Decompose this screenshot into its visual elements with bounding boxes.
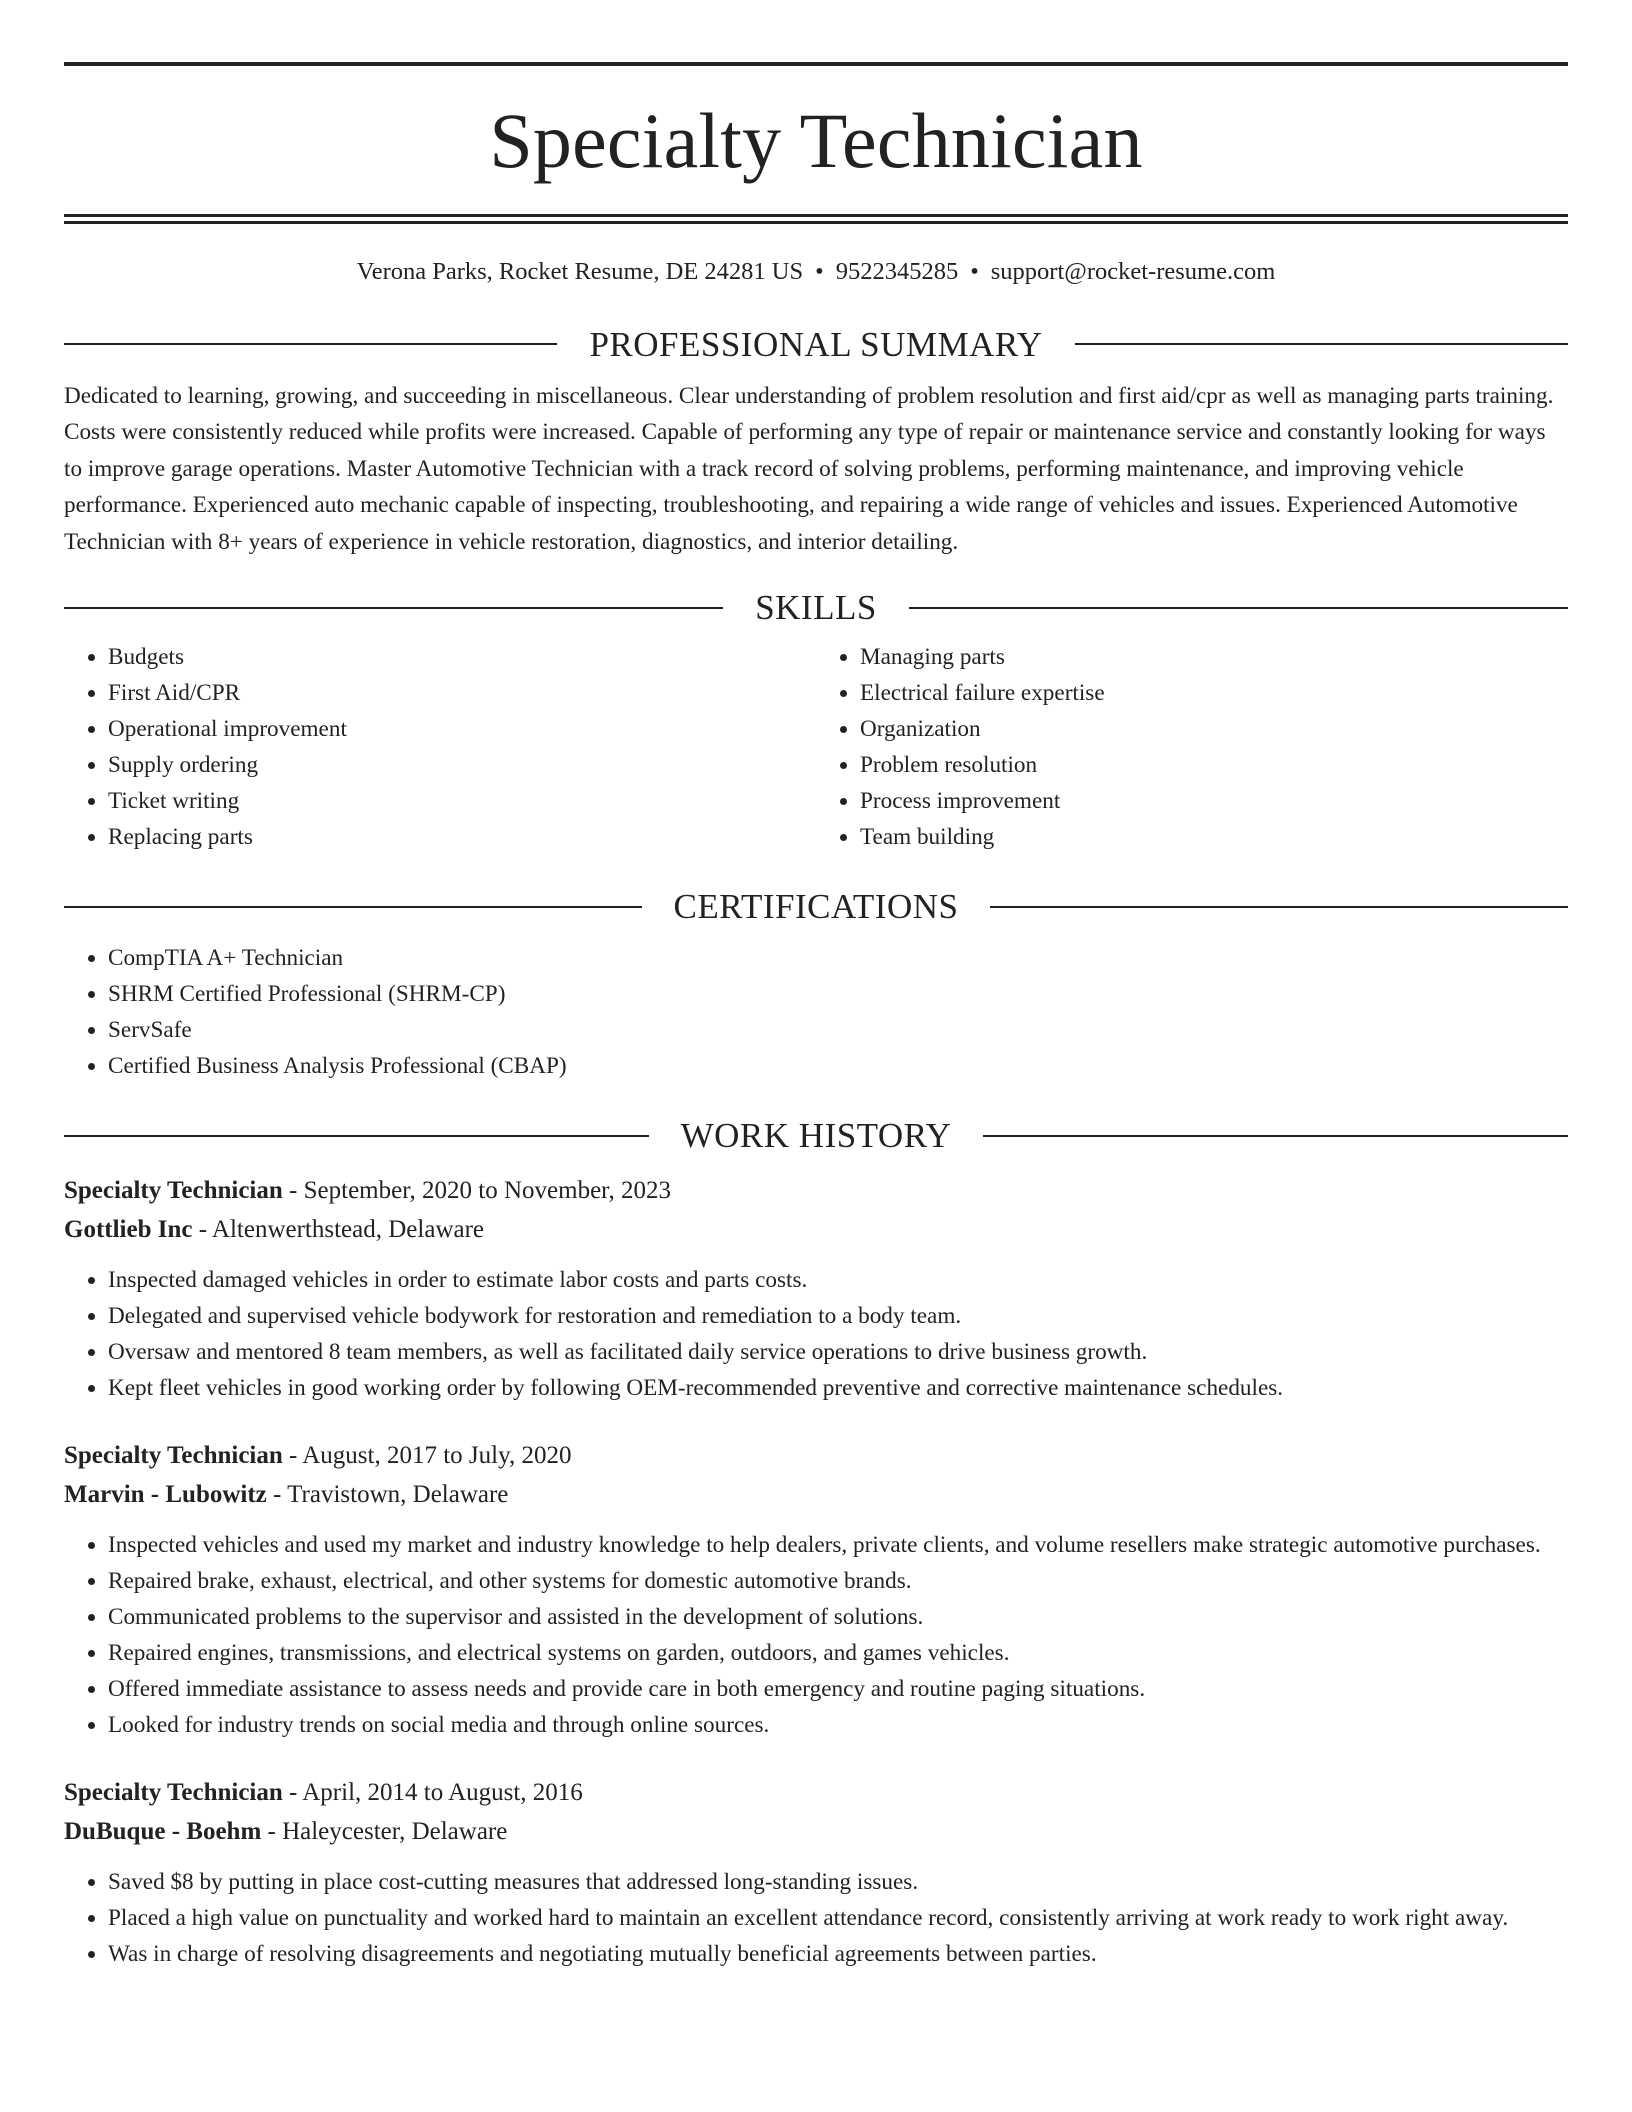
skills-column-left (64, 639, 816, 855)
job-bullet: • Saved $8 by putting in place cost-cutting measures that addressed long-standing issues. (108, 1864, 1568, 1900)
job-company-line (64, 1475, 1568, 1514)
job-entry (64, 1436, 1568, 1743)
job-company-line (64, 1812, 1568, 1851)
skill-item: • Managing parts (860, 639, 1568, 675)
job-title-line (64, 1773, 1568, 1812)
skill-item: • Supply ordering (108, 747, 816, 783)
divider-line (64, 607, 723, 609)
work-history-section-heading (64, 1118, 1568, 1153)
certifications-list (64, 940, 1568, 1084)
job-entry (64, 1773, 1568, 1972)
certification-item: • CompTIA A+ Technician (108, 940, 1568, 976)
job-title-line (64, 1436, 1568, 1475)
skills-column-right (816, 639, 1568, 855)
job-dates: - April, 2014 to August, 2016 (282, 1779, 583, 1806)
job-title: Specialty Technician (64, 1779, 283, 1806)
skill-item: • Ticket writing (108, 783, 816, 819)
job-bullet: • Repaired brake, exhaust, electrical, and other systems for domestic automotive brands. (108, 1563, 1568, 1599)
job-bullet: • Communicated problems to the supervisor and assisted in the development of solutions. (108, 1599, 1568, 1635)
summary-heading: PROFESSIONAL SUMMARY (589, 324, 1043, 364)
job-bullet: • Kept fleet vehicles in good working order by following OEM-recommended preventive and corrective maintenance schedules. (108, 1370, 1568, 1406)
job-location: - Altenwerthstead, Delaware (192, 1216, 485, 1243)
job-bullets (64, 1262, 1568, 1406)
job-entry (64, 1171, 1568, 1406)
divider-line (64, 906, 642, 908)
job-location: - Haleycester, Delaware (261, 1818, 508, 1845)
certification-item: • Certified Business Analysis Professional (CBAP) (108, 1048, 1568, 1084)
divider-line (1075, 343, 1568, 345)
divider-line (64, 1135, 649, 1137)
skill-item: • Organization (860, 711, 1568, 747)
job-bullet: • Looked for industry trends on social media and through online sources. (108, 1707, 1568, 1743)
job-company: DuBuque - Boehm (64, 1818, 262, 1845)
resume-title: Specialty Technician (489, 97, 1143, 184)
job-bullet: • Inspected damaged vehicles in order to estimate labor costs and parts costs. (108, 1262, 1568, 1298)
divider-line (990, 906, 1568, 908)
contact-separator: • (815, 258, 824, 285)
certifications-heading: CERTIFICATIONS (673, 887, 959, 926)
job-bullets (64, 1527, 1568, 1743)
contact-separator: • (970, 258, 979, 285)
title-double-rule (64, 214, 1568, 224)
divider-line (983, 1135, 1568, 1137)
job-title: Specialty Technician (64, 1177, 283, 1204)
contact-address: Verona Parks, Rocket Resume, DE 24281 US (356, 258, 804, 285)
summary-section-heading (64, 324, 1568, 364)
job-dates: - September, 2020 to November, 2023 (282, 1177, 671, 1204)
job-title: Specialty Technician (64, 1442, 283, 1469)
job-bullets (64, 1864, 1568, 1972)
divider-line (64, 343, 557, 345)
skill-item: • Process improvement (860, 783, 1568, 819)
job-bullet: • Was in charge of resolving disagreements and negotiating mutually beneficial agreements between parties. (108, 1936, 1568, 1972)
skill-item: • First Aid/CPR (108, 675, 816, 711)
job-company-line (64, 1210, 1568, 1249)
contact-email: support@rocket-resume.com (990, 258, 1276, 285)
job-bullet: • Inspected vehicles and used my market and industry knowledge to help dealers, private clients, and volume resellers make strategic automotive purchases. (108, 1527, 1568, 1563)
job-company: Gottlieb Inc (64, 1216, 193, 1243)
job-bullet: • Oversaw and mentored 8 team members, as well as facilitated daily service operations to drive business growth. (108, 1334, 1568, 1370)
job-dates: - August, 2017 to July, 2020 (282, 1442, 572, 1469)
contact-line (64, 260, 1568, 285)
job-bullet: • Offered immediate assistance to assess needs and provide care in both emergency and routine paging situations. (108, 1671, 1568, 1707)
skills-section-heading (64, 590, 1568, 625)
job-company: Marvin - Lubowitz (64, 1481, 267, 1508)
job-location: - Travistown, Delaware (266, 1481, 509, 1508)
job-title-line (64, 1171, 1568, 1210)
certification-item: • SHRM Certified Professional (SHRM-CP) (108, 976, 1568, 1012)
skill-item: • Problem resolution (860, 747, 1568, 783)
divider-line (909, 607, 1568, 609)
skill-item: • Electrical failure expertise (860, 675, 1568, 711)
job-bullet: • Repaired engines, transmissions, and electrical systems on garden, outdoors, and games vehicles. (108, 1635, 1568, 1671)
skills-list (64, 639, 1568, 855)
job-bullet: • Delegated and supervised vehicle bodywork for restoration and remediation to a body team. (108, 1298, 1568, 1334)
skill-item: • Operational improvement (108, 711, 816, 747)
certification-item: • ServSafe (108, 1012, 1568, 1048)
skill-item: • Replacing parts (108, 819, 816, 855)
skill-item: • Team building (860, 819, 1568, 855)
contact-phone: 9522345285 (835, 258, 959, 285)
certifications-section-heading (64, 889, 1568, 924)
skill-item: • Budgets (108, 639, 816, 675)
work-history-heading: WORK HISTORY (680, 1116, 952, 1155)
job-bullet: • Placed a high value on punctuality and worked hard to maintain an excellent attendance record, consistently arriving at work ready to work right away. (108, 1900, 1568, 1936)
summary-text: Dedicated to learning, growing, and succeeding in miscellaneous. Clear understanding of problem resolution and first aid/cpr as well as managing parts training. Costs were consistently reduced while profits were increased. Capable of performing any type of repair or maintenance service and constantly looking for ways to improve garage operations. Master Automotive Technician with a track record of solving problems, performing maintenance, and improving vehicle performance. Experienced auto mechanic capable of inspecting, troubleshooting, and repairing a wide range of vehicles and issues. Experienced Automotive Technician with 8+ years of experience in vehicle restoration, diagnostics, and interior detailing. (64, 382, 1554, 555)
top-rule (64, 62, 1568, 66)
skills-heading: SKILLS (755, 588, 877, 627)
